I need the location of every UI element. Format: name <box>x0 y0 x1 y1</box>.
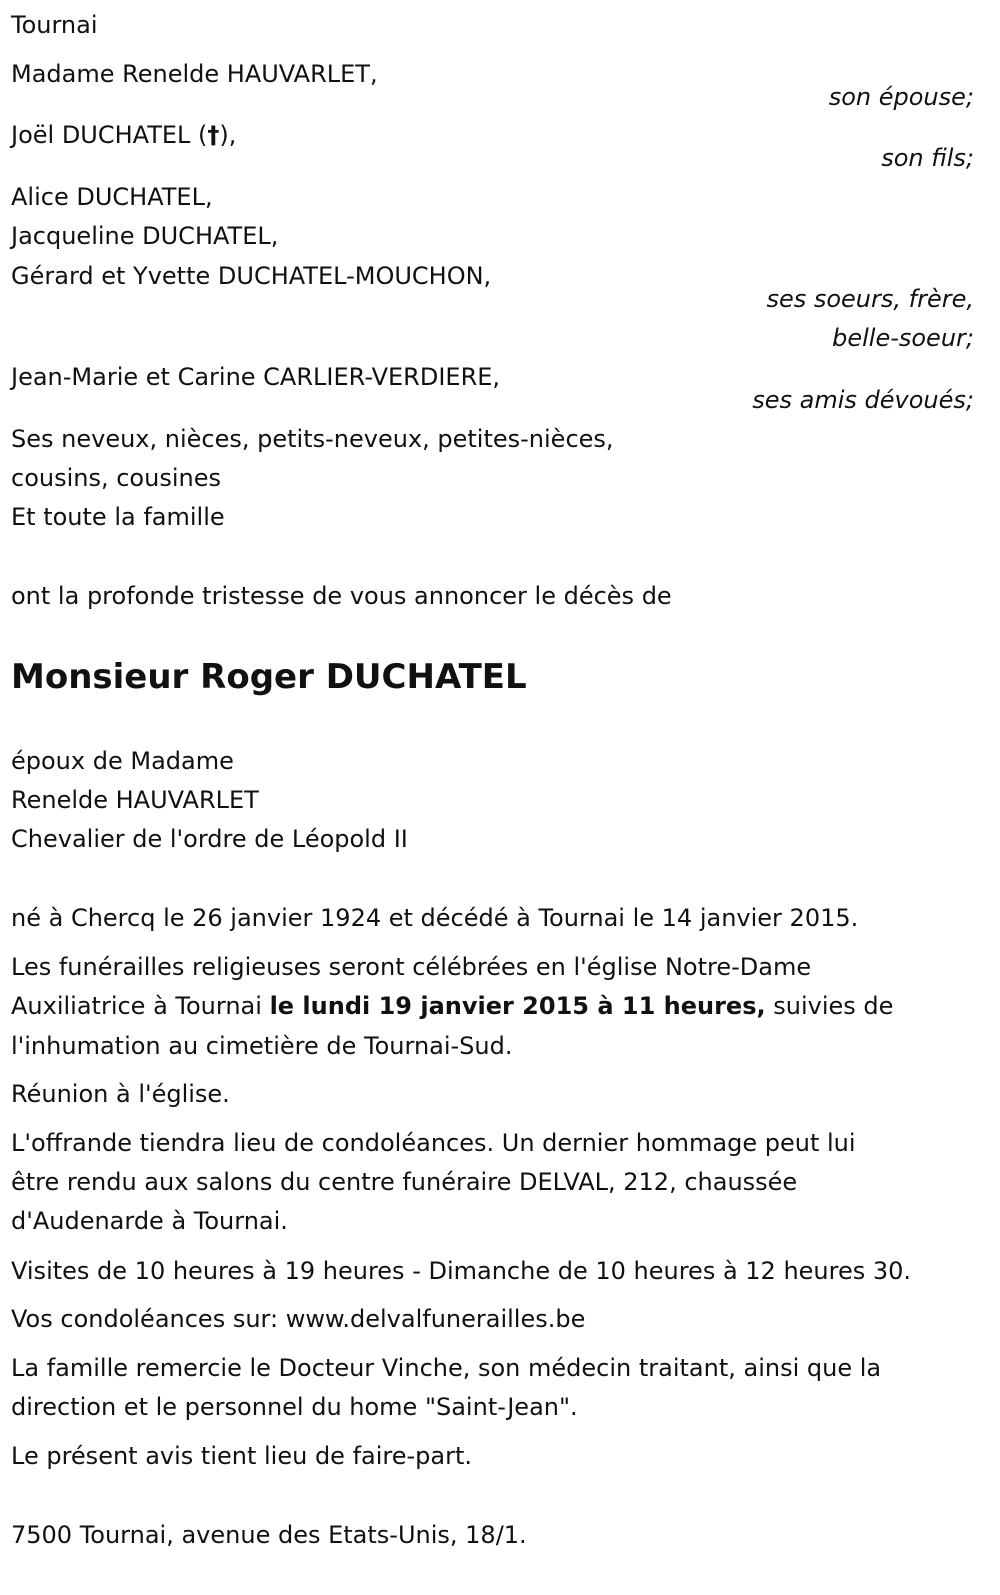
funeral-text: Auxiliatrice à Tournai le lundi 19 janvier 2015 à 11 heures, suivies de <box>11 992 894 1020</box>
thanks-text: La famille remercie le Docteur Vinche, son médecin traitant, ainsi que la <box>11 1354 882 1382</box>
family-extended: cousins, cousines <box>11 464 221 492</box>
deceased-detail: Chevalier de l'ordre de Léopold II <box>11 825 408 853</box>
address: 7500 Tournai, avenue des Etats-Unis, 18/1. <box>11 1521 527 1549</box>
offering-text: être rendu aux salons du centre funéraire DELVAL, 212, chaussée <box>11 1168 798 1196</box>
visits: Visites de 10 heures à 19 heures - Dimanche de 10 heures à 12 heures 30. <box>11 1257 912 1285</box>
relation-siblings: belle-soeur; <box>832 324 974 352</box>
city: Tournai <box>11 11 98 39</box>
notice: Le présent avis tient lieu de faire-part. <box>11 1442 473 1470</box>
reunion: Réunion à l'église. <box>11 1080 230 1108</box>
family-sibling: Alice DUCHATEL, <box>11 183 213 211</box>
funeral-text: Les funérailles religieuses seront célébrées en l'église Notre-Dame <box>11 953 812 981</box>
family-sibling: Gérard et Yvette DUCHATEL-MOUCHON, <box>11 262 492 290</box>
announcement: ont la profonde tristesse de vous annoncer le décès de <box>11 582 672 610</box>
offering-text: d'Audenarde à Tournai. <box>11 1207 288 1235</box>
family-extended: Et toute la famille <box>11 503 225 531</box>
family-spouse: Madame Renelde HAUVARLET, <box>11 60 378 88</box>
relation-siblings: ses soeurs, frère, <box>766 285 974 313</box>
relation-friends: ses amis dévoués; <box>752 386 974 414</box>
relation-spouse: son épouse; <box>828 83 974 111</box>
funeral-text: l'inhumation au cimetière de Tournai-Sud. <box>11 1032 513 1060</box>
condolences-link[interactable]: Vos condoléances sur: www.delvalfunerailles.be <box>11 1305 586 1333</box>
deceased-name: Monsieur Roger DUCHATEL <box>11 657 527 697</box>
deceased-detail: époux de Madame <box>11 747 234 775</box>
deceased-detail: Renelde HAUVARLET <box>11 786 259 814</box>
family-sibling: Jacqueline DUCHATEL, <box>11 222 279 250</box>
thanks-text: direction et le personnel du home "Saint-Jean". <box>11 1393 578 1421</box>
cross-icon: † <box>207 121 220 149</box>
funeral-date: le lundi 19 janvier 2015 à 11 heures, <box>269 992 766 1020</box>
family-son: Joël DUCHATEL (†), <box>11 121 237 149</box>
family-extended: Ses neveux, nièces, petits-neveux, petites-nièces, <box>11 425 614 453</box>
birth-death: né à Chercq le 26 janvier 1924 et décédé à Tournai le 14 janvier 2015. <box>11 904 859 932</box>
offering-text: L'offrande tiendra lieu de condoléances. Un dernier hommage peut lui <box>11 1129 856 1157</box>
relation-son: son fils; <box>881 144 974 172</box>
family-friends: Jean-Marie et Carine CARLIER-VERDIERE, <box>11 363 501 391</box>
